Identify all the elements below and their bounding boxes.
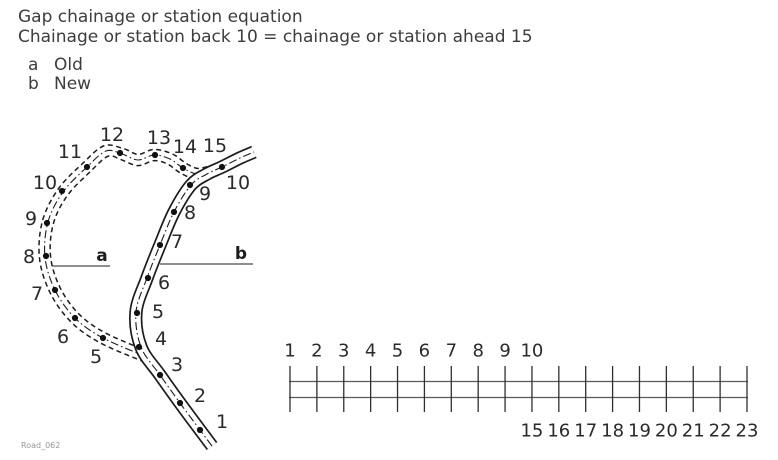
- ruler-bottom-label-21: 21: [681, 420, 705, 442]
- station-dot-new-5: [134, 310, 140, 316]
- callout-label-b: b: [234, 244, 248, 264]
- ruler-top-label-10: 10: [520, 340, 544, 362]
- ruler-top-label-8: 8: [472, 340, 484, 362]
- ruler-bottom-label-23: 23: [735, 420, 759, 442]
- station-label-old-12: 12: [99, 124, 125, 146]
- station-dot-new-6: [145, 275, 151, 281]
- station-label-old-8: 8: [22, 246, 36, 268]
- ruler-bottom-label-19: 19: [628, 420, 651, 442]
- station-label-old-14: 14: [172, 136, 198, 158]
- ruler-top-label-3: 3: [338, 340, 350, 362]
- station-label-old-7: 7: [30, 283, 44, 305]
- station-dot-old-9: [44, 220, 50, 226]
- station-dot-new-3: [157, 372, 163, 378]
- ruler-top-label-9: 9: [499, 340, 511, 362]
- station-label-old-6: 6: [56, 326, 70, 348]
- ruler-top-label-4: 4: [364, 340, 377, 362]
- legend-key-b: b: [28, 74, 39, 94]
- ruler-top-label-5: 5: [391, 340, 404, 362]
- station-dot-old-7: [52, 287, 58, 293]
- ruler-bottom-label-20: 20: [654, 420, 678, 442]
- station-label-old-15: 15: [202, 135, 228, 157]
- legend-key-a: a: [28, 55, 39, 75]
- station-label-new-7: 7: [170, 231, 184, 253]
- station-dot-new-9: [187, 182, 193, 188]
- station-label-new-2: 2: [193, 385, 207, 407]
- title-line-2: Chainage or station back 10 = chainage or station ahead 15: [18, 27, 533, 47]
- station-dot-old-15: [219, 164, 225, 170]
- station-dot-old-12: [117, 150, 123, 156]
- station-label-old-13: 13: [146, 127, 172, 149]
- station-label-old-5: 5: [89, 346, 103, 368]
- station-dot-old-8: [43, 253, 49, 259]
- legend-label-old: Old: [54, 55, 83, 75]
- ruler-bottom-label-15: 15: [520, 420, 544, 442]
- callout-label-a: a: [96, 246, 108, 266]
- ruler-top-label-7: 7: [445, 340, 458, 362]
- station-label-old-9: 9: [24, 208, 38, 230]
- ruler-bottom-label-16: 16: [547, 420, 571, 442]
- station-dot-old-13: [152, 152, 158, 158]
- ruler-top-label-6: 6: [418, 340, 431, 362]
- station-dot-new-1: [197, 427, 203, 433]
- station-label-new-6: 6: [157, 272, 171, 294]
- ruler-top-label-2: 2: [311, 340, 323, 362]
- ruler-bottom-label-18: 18: [601, 420, 625, 442]
- station-dot-old-14: [180, 165, 186, 171]
- legend-label-new: New: [54, 74, 92, 94]
- station-label-old-10: 10: [32, 172, 58, 194]
- station-dot-old-5: [100, 335, 106, 341]
- station-dot-old-11: [84, 164, 90, 170]
- station-label-new-1: 1: [215, 411, 229, 433]
- station-dot-new-2: [177, 400, 183, 406]
- station-dot-old-10: [59, 188, 65, 194]
- station-dot-new-4: [136, 344, 142, 350]
- station-label-old-11: 11: [57, 141, 83, 163]
- ruler-top-label-1: 1: [284, 340, 296, 362]
- station-label-new-8: 8: [183, 202, 197, 224]
- ruler-bottom-label-22: 22: [708, 420, 732, 442]
- station-dot-new-7: [157, 242, 163, 248]
- figure-caption: Road_062: [21, 441, 61, 450]
- station-dot-new-8: [171, 209, 177, 215]
- station-label-new-5: 5: [151, 301, 165, 323]
- title-line-1: Gap chainage or station equation: [18, 7, 303, 27]
- station-dot-old-6: [72, 315, 78, 321]
- station-label-new-10: 10: [225, 172, 251, 194]
- station-label-new-9: 9: [198, 183, 212, 205]
- station-label-new-4: 4: [154, 328, 168, 350]
- ruler-bottom-label-17: 17: [574, 420, 598, 442]
- station-label-new-3: 3: [170, 354, 184, 376]
